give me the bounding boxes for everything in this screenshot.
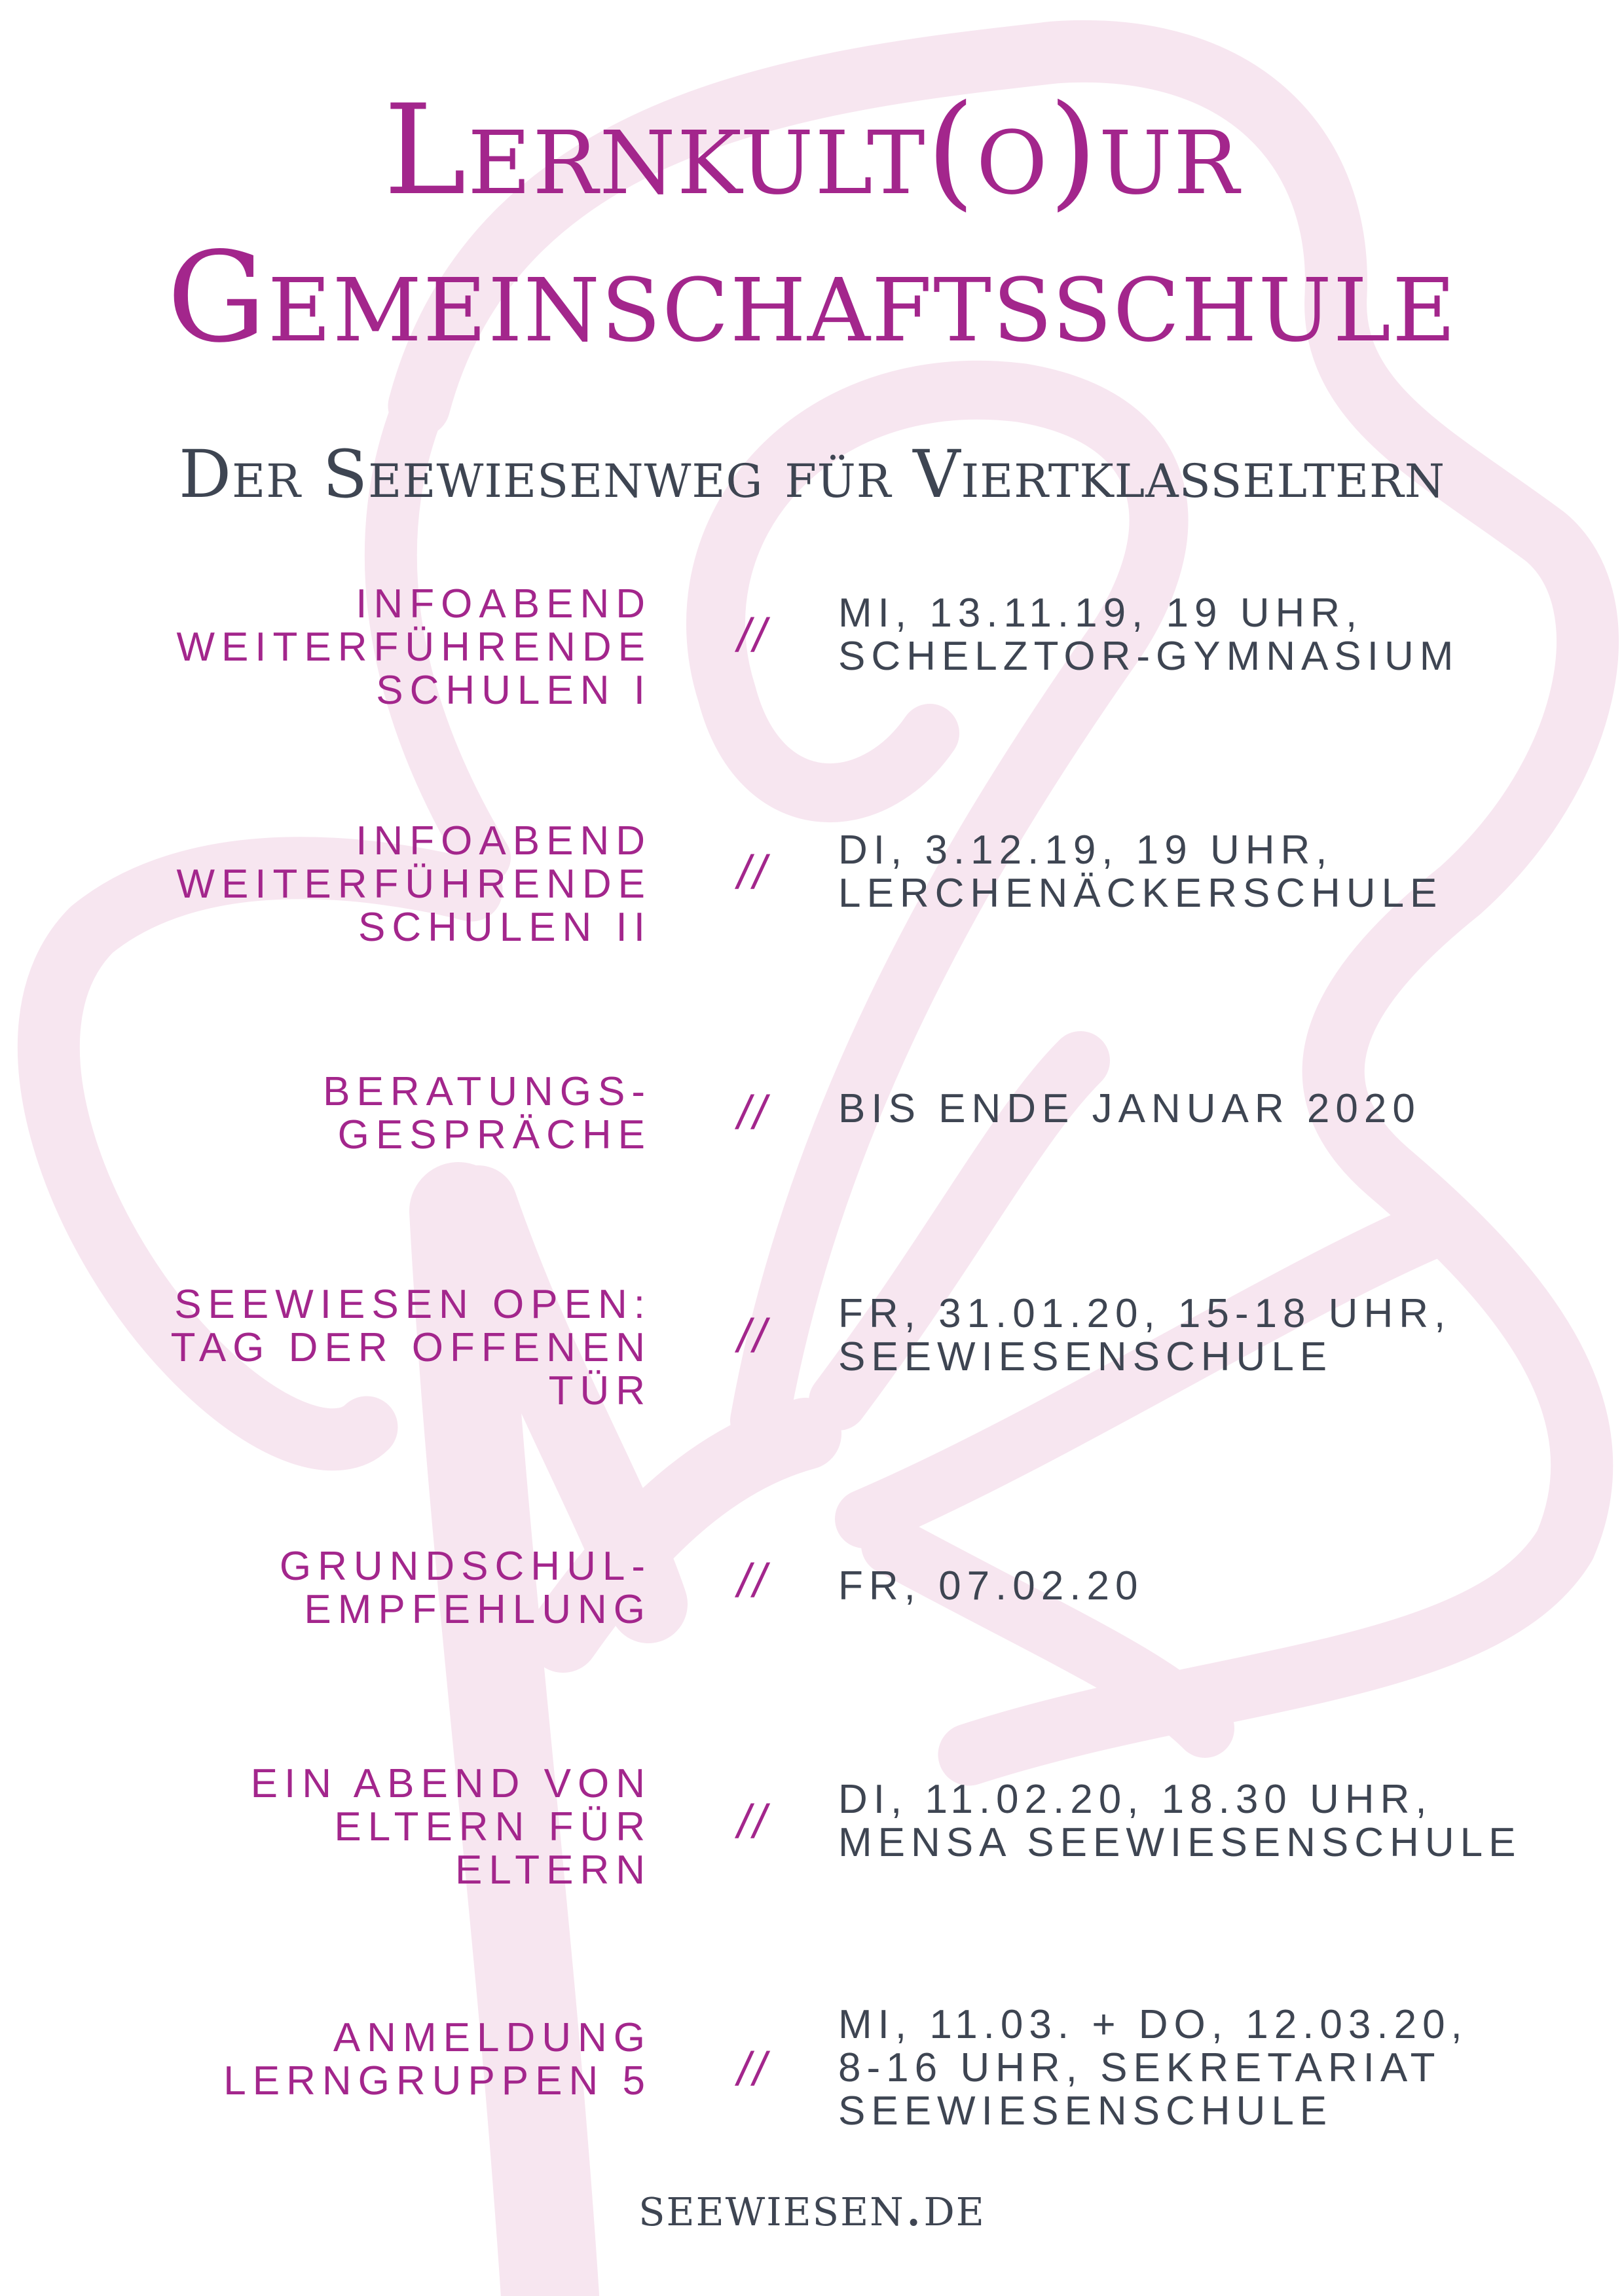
event-value: BIS ENDE JANUAR 2020 bbox=[838, 1086, 1421, 1131]
page-title-line-2: Gemeinschaftsschule bbox=[166, 225, 1458, 370]
footer-website: seewiesen.de bbox=[638, 2174, 986, 2238]
event-label: BERATUNGS- GESPRÄCHE bbox=[323, 1069, 652, 1157]
event-label: ANMELDUNG LERNGRUPPEN 5 bbox=[223, 2015, 652, 2104]
event-value: FR, 07.02.20 bbox=[838, 1563, 1144, 1609]
event-value: FR, 31.01.20, 15-18 UHR, SEEWIESENSCHULE bbox=[838, 1291, 1452, 1379]
page-title-line-1: Lernkult(o)ur bbox=[383, 78, 1241, 223]
event-separator: // bbox=[737, 1310, 769, 1362]
event-label: INFOABEND WEITERFÜHRENDE SCHULEN I bbox=[176, 581, 652, 713]
event-label: EIN ABEND VON ELTERN FÜR ELTERN bbox=[250, 1761, 652, 1893]
event-separator: // bbox=[737, 610, 769, 662]
event-label: SEEWIESEN OPEN: TAG DER OFFENEN TÜR bbox=[170, 1282, 652, 1413]
event-value: MI, 13.11.19, 19 UHR, SCHELZTOR-GYMNASIUM bbox=[838, 591, 1460, 679]
event-label: INFOABEND WEITERFÜHRENDE SCHULEN II bbox=[176, 818, 652, 950]
event-separator: // bbox=[737, 847, 769, 899]
event-separator: // bbox=[737, 1555, 769, 1607]
event-separator: // bbox=[737, 2043, 769, 2096]
page-subtitle: Der Seewiesenweg für Viertklasseltern bbox=[178, 436, 1446, 513]
event-value: MI, 11.03. + DO, 12.03.20, 8-16 UHR, SEKRETARIAT SEEWIESENSCHULE bbox=[838, 2002, 1468, 2134]
event-label: GRUNDSCHUL- EMPFEHLUNG bbox=[279, 1544, 652, 1632]
event-separator: // bbox=[737, 1087, 769, 1139]
event-separator: // bbox=[737, 1796, 769, 1848]
event-value: DI, 3.12.19, 19 UHR, LERCHENÄCKERSCHULE bbox=[838, 828, 1443, 916]
event-value: DI, 11.02.20, 18.30 UHR, MENSA SEEWIESENSCHULE bbox=[838, 1777, 1522, 1865]
